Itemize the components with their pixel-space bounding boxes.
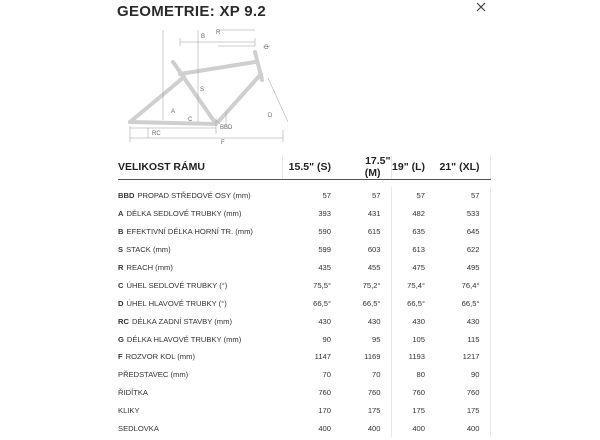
cell-value-text: 622 (466, 245, 480, 255)
table-row (118, 330, 490, 348)
cell-value-text: 431 (367, 209, 381, 219)
column-header-size: VELIKOST RÁMU (118, 155, 282, 180)
cell-value (391, 330, 435, 348)
cell-value-text: 430 (466, 316, 480, 326)
cell-value-text: 57 (416, 191, 425, 201)
cell-value-text: 482 (412, 209, 425, 219)
cell-value (391, 420, 435, 438)
cell-value-text: 430 (367, 316, 381, 326)
cell-value (341, 366, 391, 384)
table-row (118, 205, 490, 223)
cell-value (435, 312, 490, 330)
cell-value-text: 57 (471, 191, 480, 201)
cell-value-text: 70 (322, 370, 331, 380)
diagram-label-s: S (200, 87, 205, 93)
row-label: DÉLKA SEDLOVÉ TRUBKY (mm) (126, 209, 242, 219)
cell-value (341, 348, 391, 366)
table-row (118, 187, 490, 205)
cell-value-text: 115 (467, 334, 480, 344)
diagram-label-c: C (188, 117, 193, 123)
row-label-cell (118, 420, 282, 438)
cell-value (282, 348, 341, 366)
row-code: F (118, 352, 123, 362)
cell-value (391, 187, 435, 205)
table-row (118, 223, 490, 241)
row-label-cell (118, 312, 282, 330)
cell-value (282, 241, 341, 259)
cell-value (341, 259, 391, 277)
diagram-label-d: D (268, 113, 273, 119)
cell-value-text: 400 (318, 424, 331, 434)
row-label: KLIKY (118, 406, 140, 416)
diagram-label-f: F (221, 140, 225, 146)
cell-value (391, 348, 435, 366)
cell-value (435, 276, 490, 294)
cell-value (341, 312, 391, 330)
diagram-label-a: A (171, 109, 176, 115)
table-row (118, 384, 490, 402)
cell-value (435, 241, 490, 259)
cell-value-text: 175 (412, 406, 425, 416)
cell-value (341, 294, 391, 312)
cell-value-text: 105 (412, 334, 425, 344)
row-label-cell (118, 330, 282, 348)
row-label: EFEKTIVNÍ DÉLKA HORNÍ TR. (mm) (126, 227, 253, 237)
table-row (118, 348, 490, 366)
cell-value (435, 366, 490, 384)
cell-value (282, 259, 341, 277)
cell-value-text: 75,2° (362, 280, 381, 290)
row-label: SEDLOVKA (118, 424, 159, 434)
row-label: DÉLKA HLAVOVÉ TRUBKY (mm) (126, 334, 242, 344)
cell-value (282, 402, 341, 420)
column-header (435, 155, 490, 180)
page-title: GEOMETRIE: XP 9.2 (117, 3, 267, 20)
table-body (118, 180, 490, 438)
row-code: B (118, 227, 124, 237)
cell-value (282, 420, 341, 438)
cell-value (391, 366, 435, 384)
cell-value-text: 430 (318, 316, 331, 326)
cell-value-text: 80 (416, 370, 425, 380)
column-header (341, 155, 391, 180)
row-label: ROZVOR KOL (mm) (125, 352, 195, 362)
row-code: RC (118, 316, 129, 326)
cell-value-text: 475 (412, 263, 425, 272)
row-label: ÚHEL HLAVOVÉ TRUBKY (°) (126, 298, 227, 308)
cell-value-text: 90 (471, 370, 480, 380)
cell-value-text: 645 (466, 227, 480, 237)
row-label: REACH (mm) (126, 263, 173, 272)
row-label: ÚHEL SEDLOVÉ TRUBKY (°) (126, 280, 228, 290)
column-header (282, 155, 341, 180)
cell-value-text: 400 (466, 424, 480, 434)
cell-value (391, 312, 435, 330)
table-row (118, 402, 490, 420)
cell-value-text: 90 (322, 334, 331, 344)
column-header-label: 19" (L) (392, 161, 425, 173)
cell-value-text: 175 (466, 406, 480, 416)
cell-value-text: 66,5° (461, 298, 480, 308)
row-label-cell (118, 294, 282, 312)
diagram-label-g: G (264, 45, 269, 51)
cell-value (341, 276, 391, 294)
cell-value-text: 430 (412, 316, 425, 326)
table-row (118, 420, 490, 438)
cell-value (341, 187, 391, 205)
cell-value-text: 599 (318, 245, 331, 255)
cell-value (435, 348, 490, 366)
cell-value-text: 455 (367, 263, 381, 272)
cell-value-text: 615 (367, 227, 381, 237)
row-code: S (118, 245, 124, 255)
cell-value (435, 384, 490, 402)
cell-value (282, 294, 341, 312)
row-label-cell (118, 384, 282, 402)
cell-value-text: 66,5° (313, 298, 331, 308)
cell-value-text: 1169 (364, 352, 381, 362)
cell-value (391, 223, 435, 241)
cell-value-text: 760 (318, 388, 331, 398)
row-label-cell (118, 205, 282, 223)
cell-value (341, 330, 391, 348)
cell-value (282, 205, 341, 223)
cell-value-text: 75,4° (407, 280, 425, 290)
row-label-cell (118, 366, 282, 384)
cell-value (391, 402, 435, 420)
cell-value (282, 384, 341, 402)
cell-value (435, 420, 490, 438)
diagram-label-rc: RC (152, 131, 161, 137)
frame-geometry-diagram (118, 22, 300, 155)
cell-value (391, 294, 435, 312)
cell-value (391, 276, 435, 294)
table-row (118, 276, 490, 294)
cell-value (435, 223, 490, 241)
cell-value (391, 205, 435, 223)
cell-value-text: 760 (466, 388, 480, 398)
table-header-row (118, 155, 490, 180)
table-row (118, 366, 490, 384)
cell-value (391, 384, 435, 402)
row-label: DÉLKA ZADNÍ STAVBY (mm) (131, 316, 232, 326)
row-code: R (118, 263, 124, 272)
row-code: BBD (118, 191, 135, 201)
row-label-cell (118, 223, 282, 241)
row-label: PŘEDSTAVEC (mm) (118, 370, 189, 380)
row-label: ŘIDÍTKA (118, 388, 148, 398)
table-row (118, 259, 490, 277)
cell-value-text: 393 (318, 209, 331, 219)
cell-value-text: 66,5° (407, 298, 425, 308)
cell-value (282, 330, 341, 348)
cell-value-text: 435 (318, 263, 331, 272)
cell-value-text: 57 (372, 191, 381, 201)
cell-value (341, 420, 391, 438)
cell-value-text: 76,4° (461, 280, 480, 290)
cell-value-text: 170 (318, 406, 331, 416)
cell-value (341, 223, 391, 241)
row-code: C (118, 280, 124, 290)
cell-value-text: 400 (412, 424, 425, 434)
cell-value-text: 1147 (314, 352, 331, 362)
cell-value (435, 402, 490, 420)
table-row (118, 294, 490, 312)
row-label-cell (118, 348, 282, 366)
cell-value-text: 603 (367, 245, 381, 255)
cell-value-text: 70 (372, 370, 381, 380)
cell-value-text: 760 (367, 388, 381, 398)
cell-value-text: 66,5° (362, 298, 381, 308)
table-row (118, 241, 490, 259)
cell-value (435, 205, 490, 223)
cell-value (282, 187, 341, 205)
cell-value (282, 223, 341, 241)
cell-value (341, 384, 391, 402)
close-button[interactable] (474, 0, 488, 14)
row-label: STACK (mm) (126, 245, 171, 255)
row-label-cell (118, 187, 282, 205)
cell-value (435, 259, 490, 277)
cell-value (341, 402, 391, 420)
cell-value-text: 75,5° (313, 280, 331, 290)
cell-value (435, 187, 490, 205)
cell-value (391, 259, 435, 277)
cell-value-text: 635 (412, 227, 425, 237)
row-label-cell (118, 402, 282, 420)
table-row (118, 312, 490, 330)
cell-value (282, 276, 341, 294)
cell-value-text: 613 (412, 245, 425, 255)
diagram-label-b: B (201, 34, 206, 40)
column-header-label: 21" (XL) (439, 161, 480, 173)
diagram-label-r: R (216, 30, 221, 36)
cell-value (282, 312, 341, 330)
cell-value (341, 241, 391, 259)
cell-value (341, 205, 391, 223)
cell-value-text: 400 (367, 424, 381, 434)
cell-value-text: 1193 (408, 352, 425, 362)
row-label-cell (118, 259, 282, 277)
row-label: PROPAD STŘEDOVÉ OSY (mm) (137, 191, 251, 201)
column-header-label: 17.5" (M) (364, 155, 391, 179)
row-code: A (118, 209, 124, 219)
row-label-cell (118, 276, 282, 294)
cell-value-text: 175 (367, 406, 381, 416)
cell-value (391, 241, 435, 259)
cell-value-text: 533 (466, 209, 480, 219)
cell-value-text: 1217 (462, 352, 480, 362)
cell-value-text: 95 (372, 334, 381, 344)
diagram-label-bbd: BBD (220, 125, 233, 131)
cell-value (435, 294, 490, 312)
geometry-table (118, 155, 491, 437)
column-header (391, 155, 435, 180)
close-icon[interactable] (474, 0, 488, 14)
cell-value-text: 760 (412, 388, 425, 398)
cell-value-text: 495 (466, 263, 480, 272)
cell-value-text: 57 (322, 191, 331, 201)
cell-value (282, 366, 341, 384)
row-label-cell (118, 241, 282, 259)
cell-value-text: 590 (318, 227, 331, 237)
column-header-label: 15.5" (S) (288, 161, 331, 173)
cell-value (435, 330, 490, 348)
row-code: G (118, 334, 124, 344)
row-code: D (118, 298, 124, 308)
